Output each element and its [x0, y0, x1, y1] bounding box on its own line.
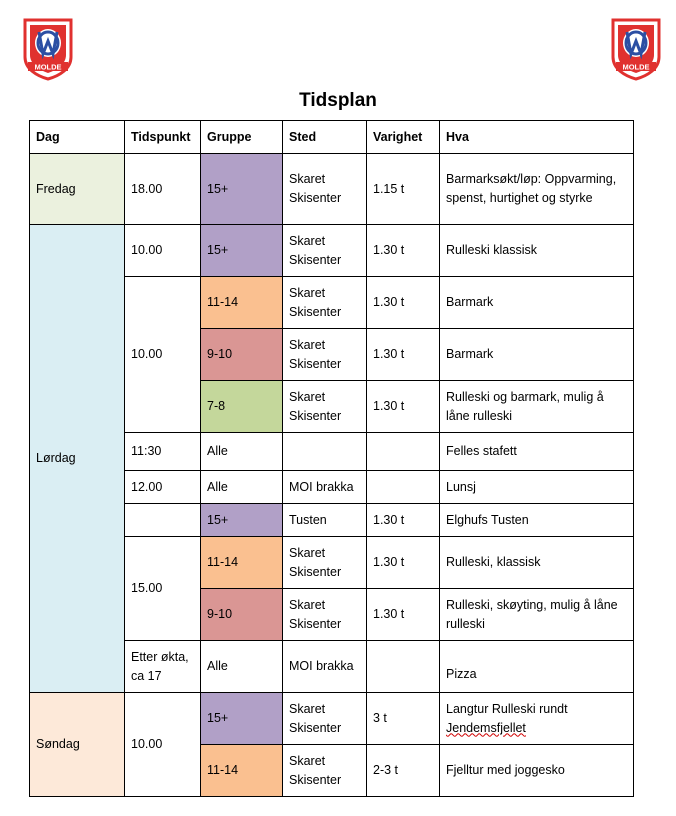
header-hva: Hva	[440, 121, 634, 154]
page-title: Tidsplan	[299, 90, 377, 111]
activity-cell: Rulleski klassisk	[440, 225, 634, 277]
group-cell: Alle	[201, 433, 283, 471]
header-gruppe: Gruppe	[201, 121, 283, 154]
activity-cell: Rulleski, skøyting, mulig å låne rulleski	[440, 589, 634, 641]
duration-cell: 3 t	[367, 693, 440, 745]
time-cell: 15.00	[125, 537, 201, 641]
schedule-table	[29, 120, 634, 797]
club-logo-left	[21, 17, 75, 81]
activity-cell: Barmark	[440, 329, 634, 381]
time-cell: 10.00	[125, 277, 201, 433]
duration-cell: 1.30 t	[367, 329, 440, 381]
activity-text-underlined: Jendemsfjellet	[446, 720, 526, 735]
group-cell: 9-10	[201, 589, 283, 641]
group-cell: Alle	[201, 471, 283, 504]
activity-cell: Barmark	[440, 277, 634, 329]
activity-cell: Rulleski og barmark, mulig å låne rulleski	[440, 381, 634, 433]
place-cell: Skaret Skisenter	[283, 537, 367, 589]
activity-cell: Barmarksøkt/løp: Oppvarming, spenst, hurtighet og styrke	[440, 154, 634, 225]
day-cell-sondag: Søndag	[30, 693, 125, 797]
duration-cell: 1.30 t	[367, 225, 440, 277]
group-cell: 7-8	[201, 381, 283, 433]
time-cell: Etter økta, ca 17	[125, 641, 201, 693]
group-cell: 15+	[201, 225, 283, 277]
activity-cell: Fjelltur med joggesko	[440, 745, 634, 797]
activity-cell: Lunsj	[440, 471, 634, 504]
duration-cell	[367, 433, 440, 471]
place-cell: Skaret Skisenter	[283, 745, 367, 797]
place-cell: Skaret Skisenter	[283, 225, 367, 277]
group-cell: Alle	[201, 641, 283, 693]
place-cell: Skaret Skisenter	[283, 154, 367, 225]
day-cell-fredag: Fredag	[30, 154, 125, 225]
duration-cell: 1.30 t	[367, 589, 440, 641]
time-cell: 10.00	[125, 693, 201, 797]
place-cell: Skaret Skisenter	[283, 589, 367, 641]
group-cell: 11-14	[201, 277, 283, 329]
time-cell	[125, 504, 201, 537]
club-logo-right	[609, 17, 663, 81]
time-cell: 11:30	[125, 433, 201, 471]
group-cell: 11-14	[201, 537, 283, 589]
table-row	[30, 154, 634, 225]
place-cell: MOI brakka	[283, 471, 367, 504]
activity-cell: Rulleski, klassisk	[440, 537, 634, 589]
duration-cell: 1.30 t	[367, 537, 440, 589]
group-cell: 15+	[201, 504, 283, 537]
duration-cell: 1.30 t	[367, 504, 440, 537]
header-sted: Sted	[283, 121, 367, 154]
duration-cell	[367, 641, 440, 693]
place-cell: MOI brakka	[283, 641, 367, 693]
header-dag: Dag	[30, 121, 125, 154]
duration-cell: 2-3 t	[367, 745, 440, 797]
place-cell: Skaret Skisenter	[283, 693, 367, 745]
place-cell: Tusten	[283, 504, 367, 537]
header-tidspunkt: Tidspunkt	[125, 121, 201, 154]
place-cell: Skaret Skisenter	[283, 277, 367, 329]
place-cell	[283, 433, 367, 471]
activity-cell	[440, 693, 634, 745]
svg-text:MOLDE: MOLDE	[34, 62, 62, 72]
table-row	[30, 693, 634, 745]
time-cell: 12.00	[125, 471, 201, 504]
table-row	[30, 225, 634, 277]
group-cell: 15+	[201, 693, 283, 745]
header-varighet: Varighet	[367, 121, 440, 154]
activity-text: Langtur Rulleski rundt	[446, 701, 568, 716]
svg-text:MOLDE: MOLDE	[622, 62, 650, 72]
duration-cell	[367, 471, 440, 504]
duration-cell: 1.30 t	[367, 381, 440, 433]
group-cell: 11-14	[201, 745, 283, 797]
header-row	[30, 121, 634, 154]
group-cell: 15+	[201, 154, 283, 225]
activity-cell: Pizza	[440, 641, 634, 693]
duration-cell: 1.30 t	[367, 277, 440, 329]
time-cell: 18.00	[125, 154, 201, 225]
place-cell: Skaret Skisenter	[283, 381, 367, 433]
place-cell: Skaret Skisenter	[283, 329, 367, 381]
duration-cell: 1.15 t	[367, 154, 440, 225]
activity-cell: Felles stafett	[440, 433, 634, 471]
activity-cell: Elghufs Tusten	[440, 504, 634, 537]
time-cell: 10.00	[125, 225, 201, 277]
day-cell-lordag: Lørdag	[30, 225, 125, 693]
group-cell: 9-10	[201, 329, 283, 381]
